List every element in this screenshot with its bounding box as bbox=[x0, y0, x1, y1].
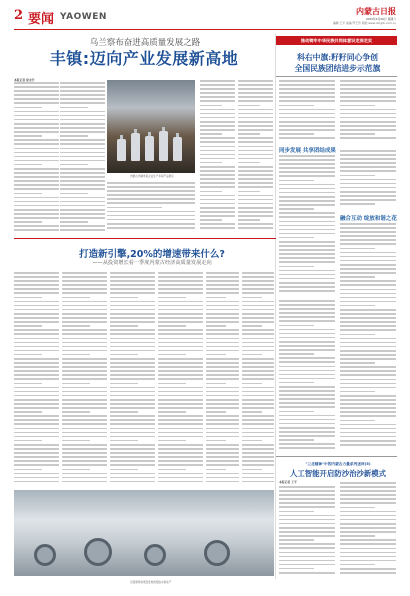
second-article-rule bbox=[14, 238, 276, 239]
second-article-subtitle: ——从投资增长看一季度内蒙古经济高质量发展走向 bbox=[92, 260, 212, 266]
lead-column-3-bottom bbox=[107, 182, 195, 234]
page-number: 2 bbox=[14, 8, 24, 23]
right-column-subhead-2: 融合互动 绽放和谐之花 bbox=[340, 216, 397, 222]
lead-column-5 bbox=[238, 80, 273, 234]
bottom-right-kicker: "三北精神"中的内蒙古力量系列述评(5) bbox=[305, 462, 371, 466]
section-title-en: YAOWEN bbox=[60, 12, 107, 22]
second-article-column-6 bbox=[242, 272, 274, 486]
lead-photo bbox=[107, 80, 195, 173]
bottom-right-column-2 bbox=[340, 482, 396, 578]
second-article-column-3 bbox=[110, 272, 155, 486]
lead-photo-caption: 内蒙古丰镇市某企业生产车间产品展示 bbox=[129, 175, 175, 178]
lead-column-4 bbox=[200, 80, 235, 234]
right-column-text-1a bbox=[279, 80, 335, 142]
bottom-right-headline: 人工智能开启防沙治沙新模式 bbox=[289, 469, 387, 478]
right-column-text-2b bbox=[340, 150, 396, 210]
right-column-headline-1: 科右中旗:籽籽同心争创 bbox=[297, 53, 378, 62]
right-column-text-1b bbox=[340, 80, 396, 142]
second-article-column-2 bbox=[62, 272, 107, 486]
bottom-right-byline: 本报记者 王平 bbox=[279, 480, 297, 484]
second-article-headline: 打造新引擎,20%的增速带来什么? bbox=[79, 249, 225, 260]
right-column-banner: 推动铸牢中华民族共同体意识走深走实 bbox=[276, 36, 397, 45]
second-article-column-4 bbox=[158, 272, 203, 486]
right-column-text-2a bbox=[279, 155, 335, 295]
issue-date: 2025年4月26日 星期六 bbox=[365, 17, 396, 21]
bottom-right-column-1 bbox=[279, 486, 335, 578]
bottom-right-rule bbox=[276, 456, 397, 457]
lead-kicker: 乌兰察布奋进高质量发展之路 bbox=[89, 38, 201, 48]
lead-headline: 丰镇:迈向产业发展新高地 bbox=[49, 49, 239, 68]
editor-credits: 编辑:王平 美编:罗艺玲 网址:www.nmgrb.com.cn bbox=[332, 21, 396, 25]
right-column-headline-2: 全国民族团结进步示范旗 bbox=[294, 64, 381, 73]
second-article-column-1 bbox=[14, 272, 59, 486]
second-article-photo bbox=[14, 490, 274, 576]
lead-byline: 本报记者 徐永升 bbox=[14, 78, 35, 82]
lead-column-1 bbox=[14, 82, 59, 234]
second-article-column-5 bbox=[206, 272, 239, 486]
masthead-rule bbox=[14, 29, 396, 30]
newspaper-logo: 内蒙古日报 bbox=[356, 6, 396, 16]
lead-column-2 bbox=[60, 82, 105, 234]
second-article-photo-caption: 运营商风电项目发电机组在车间生产 bbox=[130, 581, 172, 584]
masthead bbox=[14, 6, 396, 28]
right-column-rule bbox=[276, 76, 397, 77]
right-column-text-3a bbox=[279, 300, 335, 453]
section-title: 要闻 bbox=[28, 12, 55, 27]
right-column-subhead-1: 同步发展 共享团结成果 bbox=[279, 148, 336, 154]
right-column-text-3b bbox=[340, 223, 396, 453]
